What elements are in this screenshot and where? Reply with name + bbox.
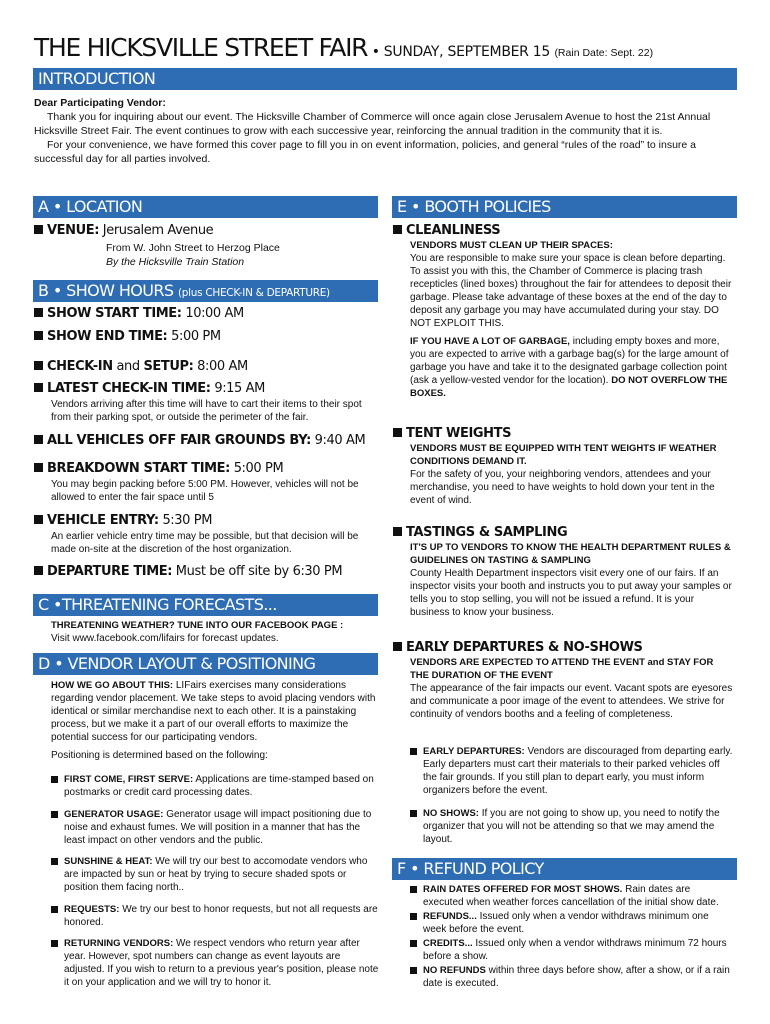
- departure-row: [34, 564, 379, 580]
- departure-label: DEPARTURE TIME:: [47, 564, 173, 579]
- bullet-square-icon: [410, 967, 417, 974]
- vehicle-entry-row: [34, 513, 379, 556]
- bullet-square-icon: [34, 361, 43, 370]
- refund-item: [410, 883, 733, 909]
- breakdown-label: BREAKDOWN START TIME:: [47, 461, 230, 476]
- intro-heading-bar: [33, 68, 737, 90]
- tastings-block: [393, 525, 733, 619]
- layout-item-text: Generator usage will impact positioning due to noise and exhaust fumes. We will position in a manner that has the least impact on other vendors and the public.: [64, 809, 372, 846]
- early-departures-block: [393, 640, 733, 721]
- breakdown-note: You may begin packing before 5:00 PM. However, vehicles will not be allowed to enter the fair space until 5: [51, 479, 359, 503]
- layout-how-block: [51, 679, 381, 762]
- refund-heading-bar: [392, 858, 737, 880]
- checkin-row: [34, 359, 379, 375]
- cleanliness-caps: VENDORS MUST CLEAN UP THEIR SPACES:: [410, 240, 613, 251]
- layout-how-text: LIFairs exercises many considerations regarding vendor placement. We take steps to avoid placing vendors with identical or similar merchandise next to each other. It is a painstaking process, but we make it a part of our overall efforts to maximize the potential success for our participating vendors.: [51, 680, 376, 743]
- vehicles-off-value: 9:40 AM: [314, 433, 366, 448]
- show-start-label: SHOW START TIME:: [47, 306, 182, 321]
- refund-item: [410, 964, 733, 990]
- bullet-square-icon: [51, 940, 58, 947]
- latest-checkin-note: Vendors arriving after this time will have to cart their items to their spot from their parking spot, or outside the perimeter of the fair.: [51, 399, 362, 423]
- forecast-heading: C •THREATENING FORECASTS...: [38, 595, 277, 614]
- vehicle-entry-note: An earlier vehicle entry time may be possible, but that decision will be made on-site at the discretion of the host organization.: [51, 531, 359, 555]
- layout-heading: D • VENDOR LAYOUT & POSITIONING: [38, 654, 316, 673]
- bullet-square-icon: [410, 810, 417, 817]
- show-end-label: SHOW END TIME:: [47, 329, 168, 344]
- layout-heading-bar: [33, 653, 378, 675]
- bullet-square-icon: [410, 940, 417, 947]
- title-rain-date: (Rain Date: Sept. 22): [554, 47, 654, 59]
- hours-heading-sub: (plus CHECK-IN & DEPARTURE): [177, 287, 330, 299]
- bullet-square-icon: [393, 527, 402, 536]
- venue-line-2: By the Hicksville Train Station: [106, 256, 245, 268]
- refund-item-text: Issued only when a vendor withdraws minimum 72 hours before a show.: [423, 938, 727, 962]
- latest-checkin-row: [34, 381, 379, 424]
- early-departure-item: [410, 745, 733, 797]
- bullet-square-icon: [51, 906, 58, 913]
- vehicles-off-row: [34, 433, 384, 449]
- layout-item-label: FIRST COME, FIRST SERVE:: [64, 774, 194, 785]
- layout-item-label: RETURNING VENDORS:: [64, 938, 174, 949]
- early-item-text: Vendors are discouraged from departing early. Early departers must cart their materials to their parked vehicles off the fair grounds. If you still plan to depart early, you must inform organizers before the event.: [423, 746, 733, 796]
- intro-section: [34, 96, 738, 166]
- page-title: [34, 33, 754, 62]
- intro-paragraph-1: Thank you for inquiring about our event. The Hicksville Chamber of Commerce will once again close Jerusalem Avenue to host the 21st Annual Hicksville Street Fair. The event continues to grow with each successive year, reinforcing the annual tradition in the community that it is.: [34, 111, 711, 137]
- bullet-square-icon: [393, 642, 402, 651]
- early-departures-title: EARLY DEPARTURES & NO-SHOWS: [406, 640, 643, 655]
- setup-label: SETUP:: [143, 359, 194, 374]
- garbage-text: including empty boxes and more, you are expected to arrive with a garbage bag(s) for the large amount of garbage you have and take it to the designated garbage collection point (ask a yellow-vested vendor for the location).: [410, 336, 729, 386]
- intro-paragraph-2: For your convenience, we have formed this cover page to fill you in on event information, policies, and general “rules of the road” to insure a successful day for all parties involved.: [34, 139, 697, 165]
- bullet-square-icon: [393, 428, 402, 437]
- refund-item: [410, 910, 733, 936]
- forecast-heading-bar: [33, 594, 378, 616]
- venue-line-1: From W. John Street to Herzog Place: [106, 242, 280, 254]
- title-date: • SUNDAY, SEPTEMBER 15: [371, 44, 550, 60]
- layout-item-text: Applications are time-stamped based on postmarks or credit card processing dates.: [64, 774, 374, 798]
- refund-heading: F • REFUND POLICY: [397, 859, 544, 878]
- layout-item: [51, 773, 381, 799]
- bullet-square-icon: [34, 435, 43, 444]
- venue-value: Jerusalem Avenue: [102, 223, 214, 238]
- garbage-bold: DO NOT OVERFLOW THE BOXES.: [410, 375, 728, 399]
- bullet-square-icon: [410, 886, 417, 893]
- no-show-item: [410, 807, 733, 846]
- breakdown-row: [34, 461, 379, 504]
- forecast-block: [51, 619, 381, 645]
- layout-item-label: GENERATOR USAGE:: [64, 809, 164, 820]
- vehicles-off-label: ALL VEHICLES OFF FAIR GROUNDS BY:: [47, 433, 311, 448]
- intro-heading: INTRODUCTION: [38, 69, 156, 88]
- breakdown-value: 5:00 PM: [233, 461, 284, 476]
- booth-heading-bar: [392, 196, 737, 218]
- early-item-label: NO SHOWS:: [423, 808, 479, 819]
- refund-item: [410, 937, 733, 963]
- refund-item-text: Rain dates are executed when weather forces cancellation of the initial show date.: [423, 884, 719, 908]
- departure-value: Must be off site by 6:30 PM: [175, 564, 343, 579]
- show-end-value: 5:00 PM: [171, 329, 221, 344]
- garbage-label: IF YOU HAVE A LOT OF GARBAGE,: [410, 336, 570, 347]
- refund-item-label: CREDITS...: [423, 938, 473, 949]
- venue-block: [34, 223, 379, 269]
- refund-item-label: NO REFUNDS: [423, 965, 486, 976]
- hours-heading: B • SHOW HOURS: [38, 281, 174, 300]
- setup-value: 8:00 AM: [197, 359, 248, 374]
- checkin-and: and: [116, 359, 140, 374]
- layout-how-label: HOW WE GO ABOUT THIS:: [51, 680, 174, 691]
- forecast-caps: THREATENING WEATHER? TUNE INTO OUR FACEBOOK PAGE :: [51, 620, 344, 631]
- layout-item: [51, 903, 381, 929]
- latest-checkin-value: 9:15 AM: [214, 381, 265, 396]
- tent-weights-text: For the safety of you, your neighboring vendors, attendees and your merchandise, you need to have weights to hold down your tent in the event of wind.: [410, 469, 715, 506]
- tastings-caps: IT'S UP TO VENDORS TO KNOW THE HEALTH DEPARTMENT RULES & GUIDELINES ON TASTING & SAMPLING: [410, 542, 731, 566]
- bullet-square-icon: [393, 225, 402, 234]
- intro-greeting: Dear Participating Vendor:: [34, 97, 166, 109]
- show-start-value: 10:00 AM: [185, 306, 244, 321]
- cleanliness-text: You are responsible to make sure your space is clean before departing. To assist you with this, the Chamber of Commerce is placing trash recepticles (lined boxes) throughout the fair for attendees to deposit their garbage. Please take advantage of these boxes at the end of the day to deposit any garbage you may have accumulated during your stay. DO NOT EXPLOIT THIS.: [410, 253, 732, 329]
- layout-item-label: REQUESTS:: [64, 904, 120, 915]
- forecast-visit: Visit www.facebook.com/lifairs for forecast updates.: [51, 633, 279, 644]
- booth-heading: E • BOOTH POLICIES: [397, 197, 551, 216]
- bullet-square-icon: [51, 858, 58, 865]
- bullet-square-icon: [410, 748, 417, 755]
- layout-item-text: We will try our best to accomodate vendors who are impacted by sun or heat by trying to secure shaded spots or position them facing north..: [64, 856, 368, 893]
- bullet-square-icon: [34, 331, 43, 340]
- bullet-square-icon: [34, 463, 43, 472]
- bullet-square-icon: [51, 811, 58, 818]
- cleanliness-title: CLEANLINESS: [406, 223, 501, 238]
- bullet-square-icon: [34, 515, 43, 524]
- early-departures-text: The appearance of the fair impacts our event. Vacant spots are eyesores and communicate a poor image of the event to attendees. We strive for continuity of vendors booths and a feeling of completeness.: [410, 683, 733, 720]
- bullet-square-icon: [34, 566, 43, 575]
- latest-checkin-label: LATEST CHECK-IN TIME:: [47, 381, 211, 396]
- vehicle-entry-label: VEHICLE ENTRY:: [47, 513, 159, 528]
- layout-item: [51, 808, 381, 847]
- bullet-square-icon: [34, 308, 43, 317]
- tent-weights-title: TENT WEIGHTS: [406, 426, 512, 441]
- refund-item-label: RAIN DATES OFFERED FOR MOST SHOWS.: [423, 884, 623, 895]
- checkin-label: CHECK-IN: [47, 359, 113, 374]
- show-start-row: [34, 306, 379, 322]
- vehicle-entry-value: 5:30 PM: [162, 513, 213, 528]
- layout-item: [51, 855, 381, 894]
- refund-item-text: Issued only when a vendor withdraws minimum one week before the event.: [423, 911, 709, 935]
- location-heading-bar: [33, 196, 378, 218]
- cleanliness-block: [393, 223, 733, 400]
- refund-item-text: within three days before show, after a show, or if a rain date is executed.: [423, 965, 730, 989]
- bullet-square-icon: [51, 776, 58, 783]
- layout-item-text: We respect vendors who return year after year. However, spot numbers can change as event layouts are adjusted. If you wish to return to a previous year's position, please note it on your application and we will try to honor it.: [64, 938, 379, 988]
- tent-weights-caps: VENDORS MUST BE EQUIPPED WITH TENT WEIGHTS IF WEATHER CONDITIONS DEMAND IT.: [410, 443, 717, 467]
- bullet-square-icon: [34, 225, 43, 234]
- layout-item-text: We try our best to honor requests, but not all requests are honored.: [64, 904, 378, 928]
- bullet-square-icon: [410, 913, 417, 920]
- tastings-text: County Health Department inspectors visit every one of our fairs. If an inspector visits your booth and instructs you to put away your samples or tells you to stop selling, you will not be issued a refund. It is your business to know your business.: [410, 568, 732, 618]
- hours-heading-bar: [33, 280, 378, 302]
- layout-item: [51, 937, 381, 989]
- title-main: THE HICKSVILLE STREET FAIR: [34, 33, 368, 62]
- show-end-row: [34, 329, 379, 345]
- location-heading: A • LOCATION: [38, 197, 143, 216]
- venue-label: VENUE:: [47, 223, 100, 238]
- tastings-title: TASTINGS & SAMPLING: [406, 525, 568, 540]
- early-departures-caps: VENDORS ARE EXPECTED TO ATTEND THE EVENT and STAY FOR THE DURATION OF THE EVENT: [410, 657, 714, 681]
- bullet-square-icon: [34, 383, 43, 392]
- tent-weights-block: [393, 426, 733, 507]
- layout-item-label: SUNSHINE & HEAT:: [64, 856, 153, 867]
- early-item-label: EARLY DEPARTURES:: [423, 746, 525, 757]
- layout-determined: Positioning is determined based on the following:: [51, 750, 268, 761]
- early-item-text: If you are not going to show up, you need to notify the organizer that you will not be attending so that we may amend the layout.: [423, 808, 720, 845]
- refund-item-label: REFUNDS...: [423, 911, 477, 922]
